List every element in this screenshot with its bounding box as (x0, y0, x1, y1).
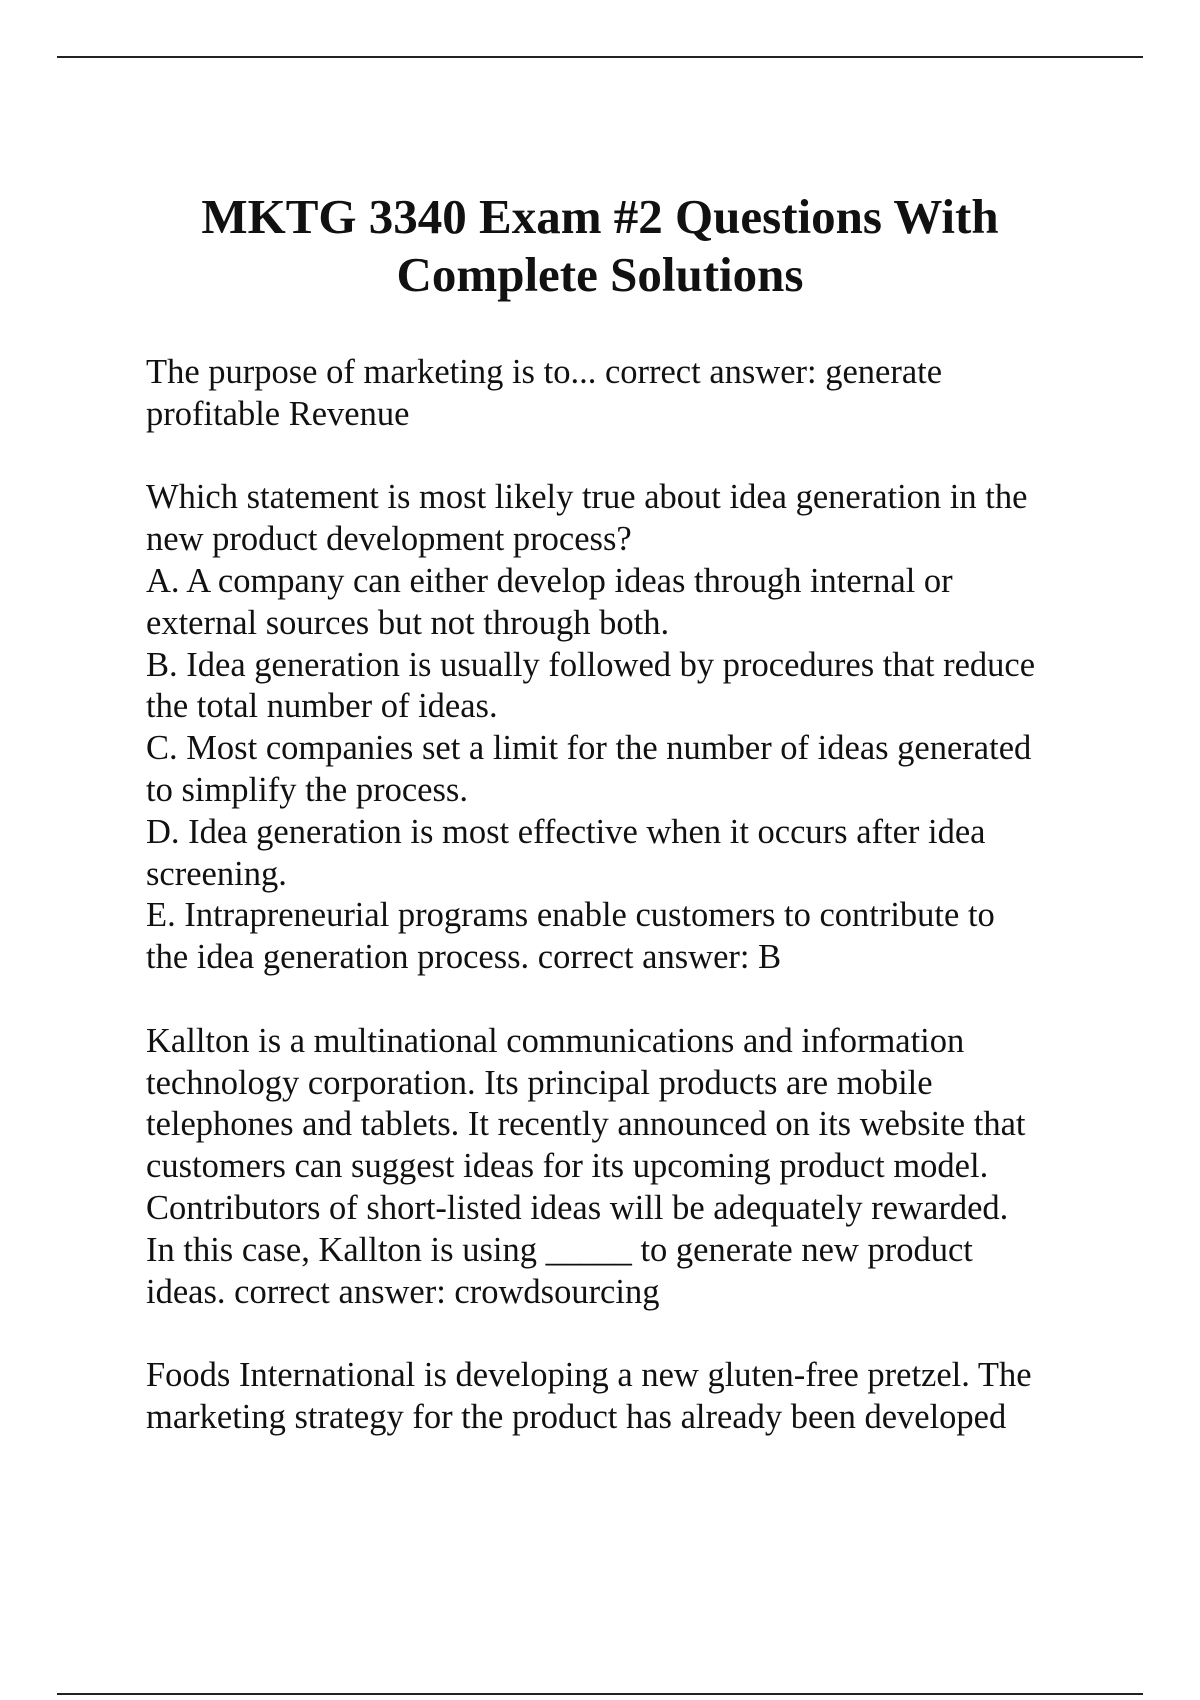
option-b-line: B. Idea generation is usually followed by procedures that reduce (146, 645, 1036, 684)
option-b-line: the total number of ideas. (146, 687, 498, 726)
option-d-line: screening. (146, 854, 287, 893)
document-body (146, 352, 1091, 1481)
bottom-rule (57, 1693, 1143, 1695)
text-line: Which statement is most likely true about idea generation in the (146, 478, 1028, 517)
option-c-line: to simplify the process. (146, 770, 468, 809)
option-c-line: C. Most companies set a limit for the number of ideas generated (146, 729, 1032, 768)
option-a-line: A. A company can either develop ideas through internal or (146, 561, 953, 600)
option-a-line: external sources but not through both. (146, 603, 670, 642)
text-line: customers can suggest ideas for its upcoming product model. (146, 1147, 989, 1186)
text-line: ideas. correct answer: crowdsourcing (146, 1272, 660, 1311)
text-line: new product development process? (146, 520, 632, 559)
text-line: In this case, Kallton is using _____ to generate new product (146, 1230, 973, 1269)
text-line: profitable Revenue (146, 394, 410, 433)
text-line: telephones and tablets. It recently announced on its website that (146, 1105, 1026, 1144)
text-line: marketing strategy for the product has already been developed (146, 1397, 1007, 1436)
text-line: Foods International is developing a new gluten-free pretzel. The (146, 1356, 1032, 1395)
text-line: The purpose of marketing is to... correct answer: generate (146, 353, 943, 391)
text-line: Contributors of short-listed ideas will be adequately rewarded. (146, 1188, 1009, 1227)
text-line: Kallton is a multinational communications and information (146, 1021, 965, 1060)
option-e-line: E. Intrapreneurial programs enable customers to contribute to (146, 896, 995, 935)
question-block-foods-international (146, 1355, 1091, 1439)
question-block-kallton (146, 1021, 1091, 1314)
top-rule (57, 56, 1143, 58)
option-d-line: D. Idea generation is most effective when it occurs after idea (146, 812, 986, 851)
text-line: technology corporation. Its principal products are mobile (146, 1063, 933, 1102)
option-e-line: the idea generation process. correct answer: B (146, 938, 782, 977)
page-title (100, 188, 1100, 304)
question-block-idea-generation (146, 477, 1091, 979)
title-line: Complete Solutions (396, 247, 804, 302)
question-block-purpose (146, 352, 1091, 436)
title-line: MKTG 3340 Exam #2 Questions With (201, 189, 999, 244)
